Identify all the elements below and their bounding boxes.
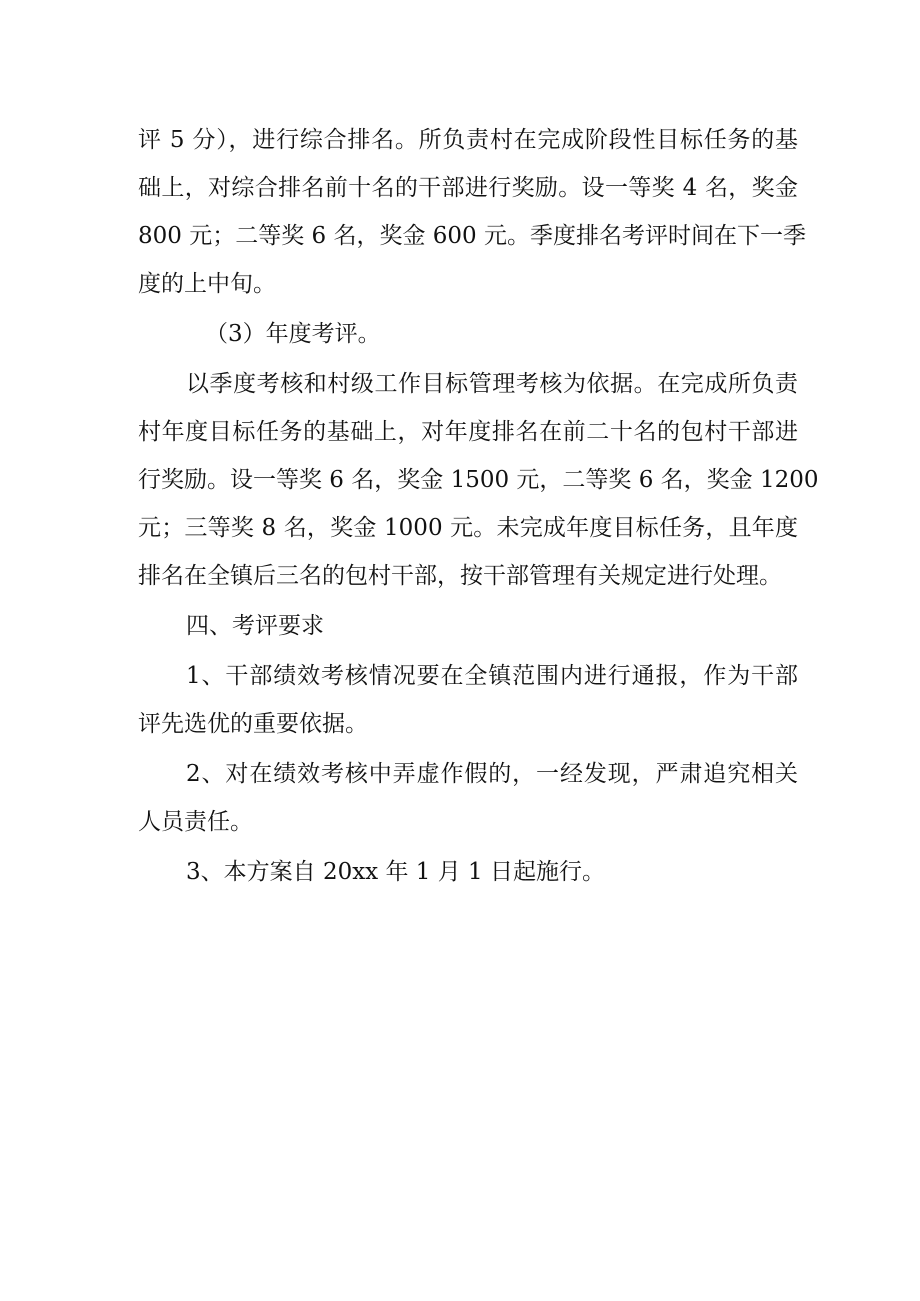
list-item-line: 1、干部绩效考核情况要在全镇范围内进行通报，作为干部 <box>186 663 798 689</box>
list-item-line: 人员责任。 <box>138 809 253 835</box>
paragraph-line: 元；三等奖 8 名，奖金 1000 元。未完成年度目标任务，且年度 <box>138 515 798 541</box>
list-item-line: 评先选优的重要依据。 <box>138 711 368 737</box>
paragraph-line: 村年度目标任务的基础上，对年度排名在前二十名的包村干部进 <box>138 419 798 445</box>
paragraph-line: 度的上中旬。 <box>138 271 276 297</box>
paragraph-line: 础上，对综合排名前十名的干部进行奖励。设一等奖 4 名，奖金 <box>138 175 798 201</box>
paragraph-line: 评 5 分），进行综合排名。所负责村在完成阶段性目标任务的基 <box>138 127 798 153</box>
paragraph-line: 行奖励。设一等奖 6 名，奖金 1500 元，二等奖 6 名，奖金 1200 <box>138 467 819 493</box>
section-heading: 四、考评要求 <box>186 613 324 639</box>
list-item-line: 3、本方案自 20xx 年 1 月 1 日起施行。 <box>186 859 605 885</box>
paragraph-line: 排名在全镇后三名的包村干部，按干部管理有关规定进行处理。 <box>138 563 782 589</box>
section-subheading: （3）年度考评。 <box>205 321 381 347</box>
document-body <box>138 116 819 896</box>
list-item-line: 2、对在绩效考核中弄虚作假的，一经发现，严肃追究相关 <box>186 761 798 787</box>
paragraph-line: 以季度考核和村级工作目标管理考核为依据。在完成所负责 <box>186 371 798 397</box>
paragraph-line: 800 元；二等奖 6 名，奖金 600 元。季度排名考评时间在下一季 <box>138 223 806 249</box>
